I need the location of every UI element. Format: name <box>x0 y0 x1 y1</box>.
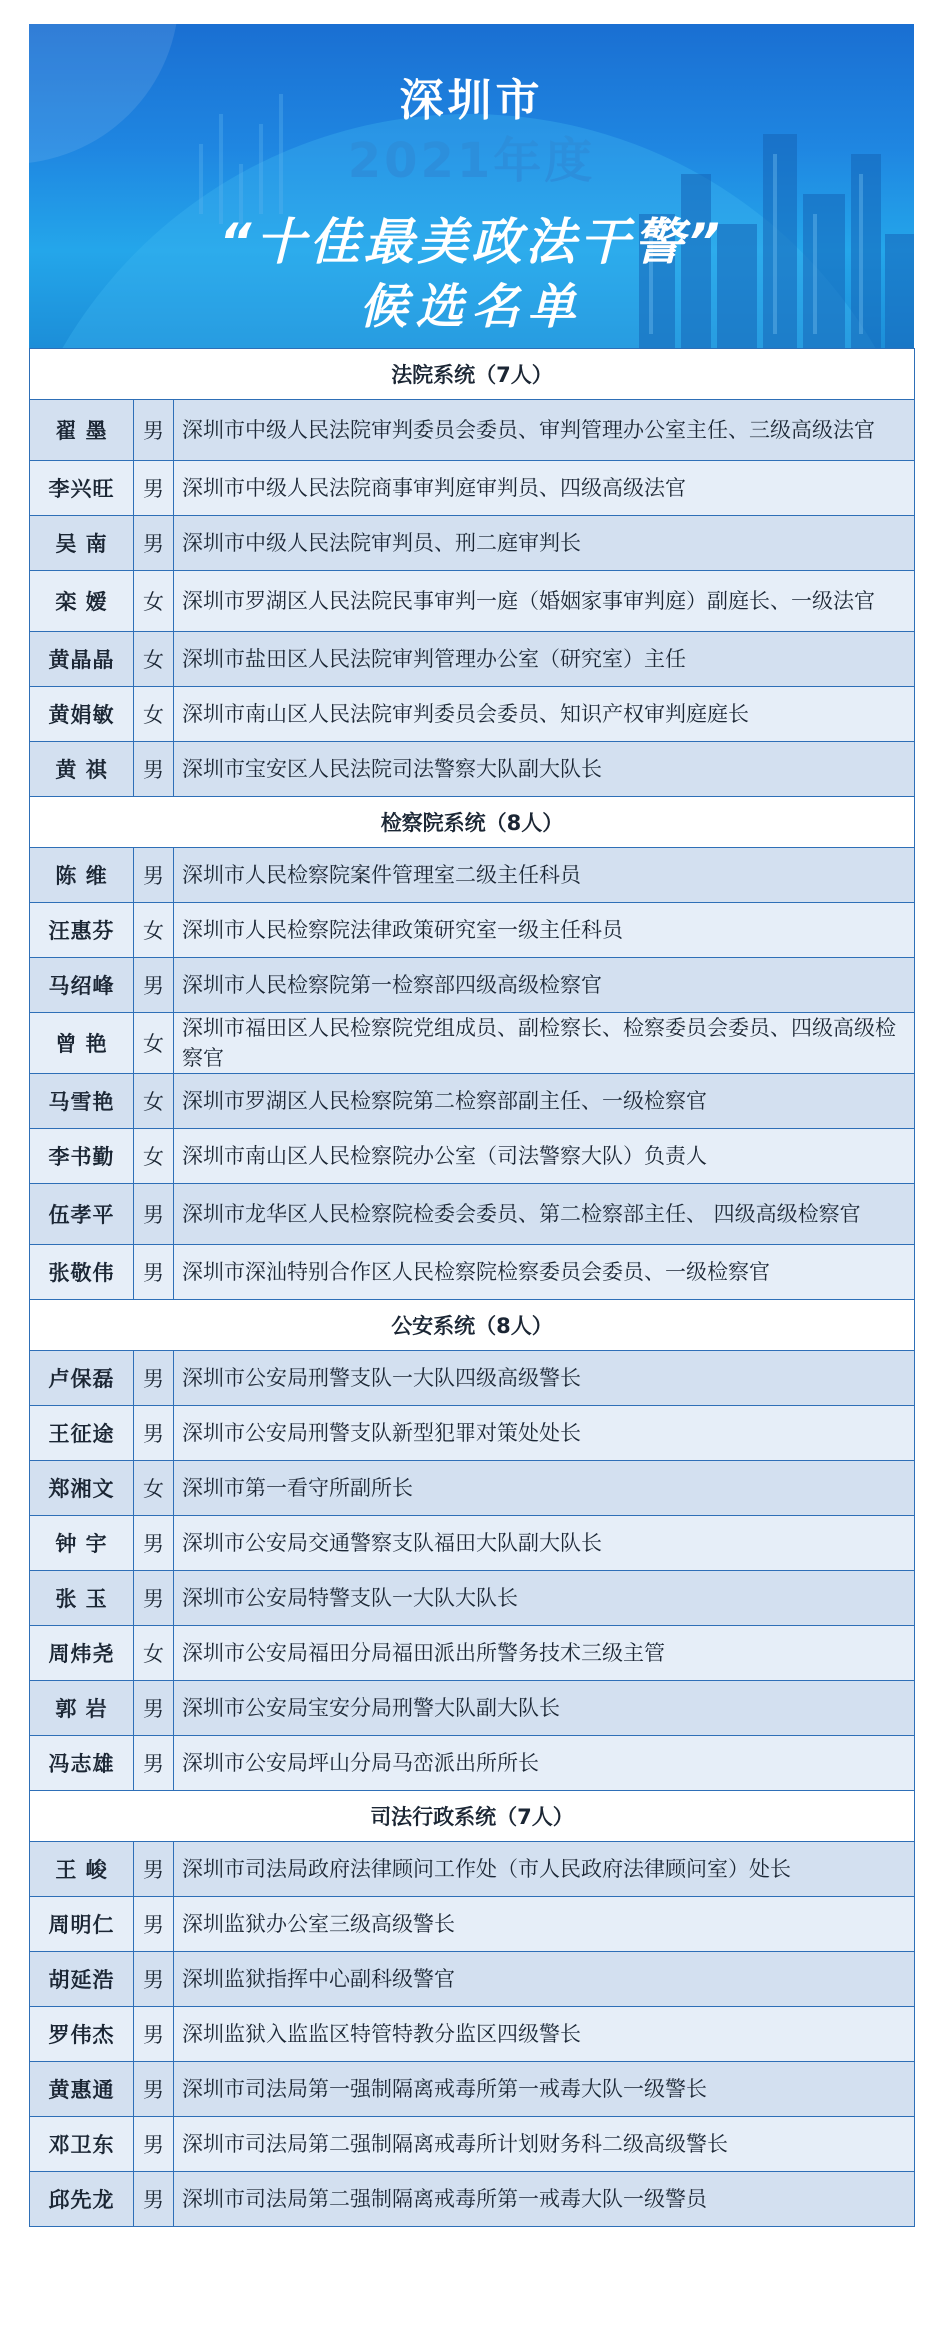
position-cell: 深圳市中级人民法院商事审判庭审判员、四级高级法官 <box>174 461 915 516</box>
table-row <box>30 1406 915 1461</box>
table-row <box>30 1461 915 1516</box>
gender-cell: 女 <box>134 1129 174 1184</box>
gender-cell: 男 <box>134 958 174 1013</box>
table-row <box>30 1184 915 1245</box>
gender-cell: 女 <box>134 1461 174 1516</box>
gender-cell: 男 <box>134 400 174 461</box>
table-row <box>30 1351 915 1406</box>
gender-cell: 女 <box>134 687 174 742</box>
table-row <box>30 1516 915 1571</box>
name-cell: 陈 维 <box>30 848 134 903</box>
table-row <box>30 1842 915 1897</box>
name-cell: 马雪艳 <box>30 1074 134 1129</box>
position-cell: 深圳市人民检察院法律政策研究室一级主任科员 <box>174 903 915 958</box>
name-cell: 罗伟杰 <box>30 2007 134 2062</box>
table-row <box>30 516 915 571</box>
gender-cell: 男 <box>134 516 174 571</box>
section-header <box>30 349 915 400</box>
position-cell: 深圳监狱指挥中心副科级警官 <box>174 1952 915 2007</box>
name-cell: 邱先龙 <box>30 2172 134 2227</box>
banner-award: “十佳最美政法干警” <box>219 213 724 271</box>
gender-cell: 男 <box>134 2117 174 2172</box>
name-cell: 曾 艳 <box>30 1013 134 1074</box>
gender-cell: 女 <box>134 903 174 958</box>
name-cell: 郭 岩 <box>30 1681 134 1736</box>
name-cell: 张 玉 <box>30 1571 134 1626</box>
section-title: 公安系统（8人） <box>30 1300 915 1351</box>
gender-cell: 男 <box>134 1681 174 1736</box>
gender-cell: 男 <box>134 848 174 903</box>
position-cell: 深圳市公安局刑警支队一大队四级高级警长 <box>174 1351 915 1406</box>
banner-year: 2021年度 <box>347 133 596 189</box>
gender-cell: 男 <box>134 1571 174 1626</box>
gender-cell: 女 <box>134 1013 174 1074</box>
gender-cell: 男 <box>134 1351 174 1406</box>
table-row <box>30 848 915 903</box>
gender-cell: 男 <box>134 461 174 516</box>
gender-cell: 男 <box>134 742 174 797</box>
position-cell: 深圳市公安局特警支队一大队大队长 <box>174 1571 915 1626</box>
gender-cell: 男 <box>134 1245 174 1300</box>
table-row <box>30 1245 915 1300</box>
position-cell: 深圳市人民检察院案件管理室二级主任科员 <box>174 848 915 903</box>
name-cell: 张敬伟 <box>30 1245 134 1300</box>
name-cell: 胡延浩 <box>30 1952 134 2007</box>
position-cell: 深圳市司法局第二强制隔离戒毒所计划财务科二级高级警长 <box>174 2117 915 2172</box>
table-row <box>30 1897 915 1952</box>
name-cell: 栾 嫒 <box>30 571 134 632</box>
table-row <box>30 1013 915 1074</box>
name-cell: 周明仁 <box>30 1897 134 1952</box>
table-row <box>30 1736 915 1791</box>
name-cell: 王征途 <box>30 1406 134 1461</box>
section-title: 检察院系统（8人） <box>30 797 915 848</box>
table-row <box>30 2062 915 2117</box>
section-header <box>30 1791 915 1842</box>
position-cell: 深圳市龙华区人民检察院检委会委员、第二检察部主任、 四级高级检察官 <box>174 1184 915 1245</box>
position-cell: 深圳市人民检察院第一检察部四级高级检察官 <box>174 958 915 1013</box>
name-cell: 王 峻 <box>30 1842 134 1897</box>
section-title: 法院系统（7人） <box>30 349 915 400</box>
name-cell: 冯志雄 <box>30 1736 134 1791</box>
name-cell: 翟 墨 <box>30 400 134 461</box>
gender-cell: 男 <box>134 2062 174 2117</box>
position-cell: 深圳市福田区人民检察院党组成员、副检察长、检察委员会委员、四级高级检察官 <box>174 1013 915 1074</box>
position-cell: 深圳监狱入监监区特管特教分监区四级警长 <box>174 2007 915 2062</box>
table-row <box>30 1681 915 1736</box>
gender-cell: 女 <box>134 1626 174 1681</box>
position-cell: 深圳市公安局坪山分局马峦派出所所长 <box>174 1736 915 1791</box>
position-cell: 深圳市公安局宝安分局刑警大队副大队长 <box>174 1681 915 1736</box>
name-cell: 郑湘文 <box>30 1461 134 1516</box>
header-banner <box>29 24 914 348</box>
table-row <box>30 903 915 958</box>
position-cell: 深圳市公安局刑警支队新型犯罪对策处处长 <box>174 1406 915 1461</box>
name-cell: 钟 宇 <box>30 1516 134 1571</box>
name-cell: 邓卫东 <box>30 2117 134 2172</box>
table-row <box>30 2117 915 2172</box>
gender-cell: 男 <box>134 1952 174 2007</box>
banner-subtitle: 候选名单 <box>359 279 584 335</box>
name-cell: 伍孝平 <box>30 1184 134 1245</box>
name-cell: 黄晶晶 <box>30 632 134 687</box>
position-cell: 深圳市公安局福田分局福田派出所警务技术三级主管 <box>174 1626 915 1681</box>
name-cell: 吴 南 <box>30 516 134 571</box>
position-cell: 深圳市中级人民法院审判员、刑二庭审判长 <box>174 516 915 571</box>
name-cell: 卢保磊 <box>30 1351 134 1406</box>
gender-cell: 男 <box>134 2007 174 2062</box>
table-row <box>30 958 915 1013</box>
position-cell: 深圳市盐田区人民法院审判管理办公室（研究室）主任 <box>174 632 915 687</box>
name-cell: 马绍峰 <box>30 958 134 1013</box>
table-row <box>30 1074 915 1129</box>
position-cell: 深圳市第一看守所副所长 <box>174 1461 915 1516</box>
table-row <box>30 1571 915 1626</box>
position-cell: 深圳市南山区人民法院审判委员会委员、知识产权审判庭庭长 <box>174 687 915 742</box>
gender-cell: 男 <box>134 1842 174 1897</box>
table-row <box>30 1129 915 1184</box>
section-title: 司法行政系统（7人） <box>30 1791 915 1842</box>
position-cell: 深圳市司法局第一强制隔离戒毒所第一戒毒大队一级警长 <box>174 2062 915 2117</box>
table-row <box>30 1952 915 2007</box>
position-cell: 深圳市中级人民法院审判委员会委员、审判管理办公室主任、三级高级法官 <box>174 400 915 461</box>
gender-cell: 男 <box>134 1897 174 1952</box>
gender-cell: 女 <box>134 571 174 632</box>
table-row <box>30 2172 915 2227</box>
gender-cell: 男 <box>134 1736 174 1791</box>
name-cell: 黄娟敏 <box>30 687 134 742</box>
position-cell: 深圳市司法局政府法律顾问工作处（市人民政府法律顾问室）处长 <box>174 1842 915 1897</box>
gender-cell: 男 <box>134 1184 174 1245</box>
table-row <box>30 461 915 516</box>
position-cell: 深圳监狱办公室三级高级警长 <box>174 1897 915 1952</box>
gender-cell: 男 <box>134 2172 174 2227</box>
position-cell: 深圳市深汕特别合作区人民检察院检察委员会委员、一级检察官 <box>174 1245 915 1300</box>
section-header <box>30 797 915 848</box>
name-cell: 李兴旺 <box>30 461 134 516</box>
candidate-table <box>29 348 915 2227</box>
banner-city: 深圳市 <box>399 75 544 126</box>
gender-cell: 男 <box>134 1516 174 1571</box>
name-cell: 周炜尧 <box>30 1626 134 1681</box>
table-row <box>30 742 915 797</box>
table-row <box>30 1626 915 1681</box>
position-cell: 深圳市公安局交通警察支队福田大队副大队长 <box>174 1516 915 1571</box>
name-cell: 黄惠通 <box>30 2062 134 2117</box>
position-cell: 深圳市罗湖区人民法院民事审判一庭（婚姻家事审判庭）副庭长、一级法官 <box>174 571 915 632</box>
position-cell: 深圳市宝安区人民法院司法警察大队副大队长 <box>174 742 915 797</box>
table-row <box>30 400 915 461</box>
table-row <box>30 2007 915 2062</box>
table-row <box>30 687 915 742</box>
position-cell: 深圳市司法局第二强制隔离戒毒所第一戒毒大队一级警员 <box>174 2172 915 2227</box>
gender-cell: 女 <box>134 1074 174 1129</box>
table-row <box>30 571 915 632</box>
table-row <box>30 632 915 687</box>
section-header <box>30 1300 915 1351</box>
name-cell: 李书勤 <box>30 1129 134 1184</box>
name-cell: 黄 祺 <box>30 742 134 797</box>
name-cell: 汪惠芬 <box>30 903 134 958</box>
gender-cell: 男 <box>134 1406 174 1461</box>
position-cell: 深圳市南山区人民检察院办公室（司法警察大队）负责人 <box>174 1129 915 1184</box>
position-cell: 深圳市罗湖区人民检察院第二检察部副主任、一级检察官 <box>174 1074 915 1129</box>
gender-cell: 女 <box>134 632 174 687</box>
